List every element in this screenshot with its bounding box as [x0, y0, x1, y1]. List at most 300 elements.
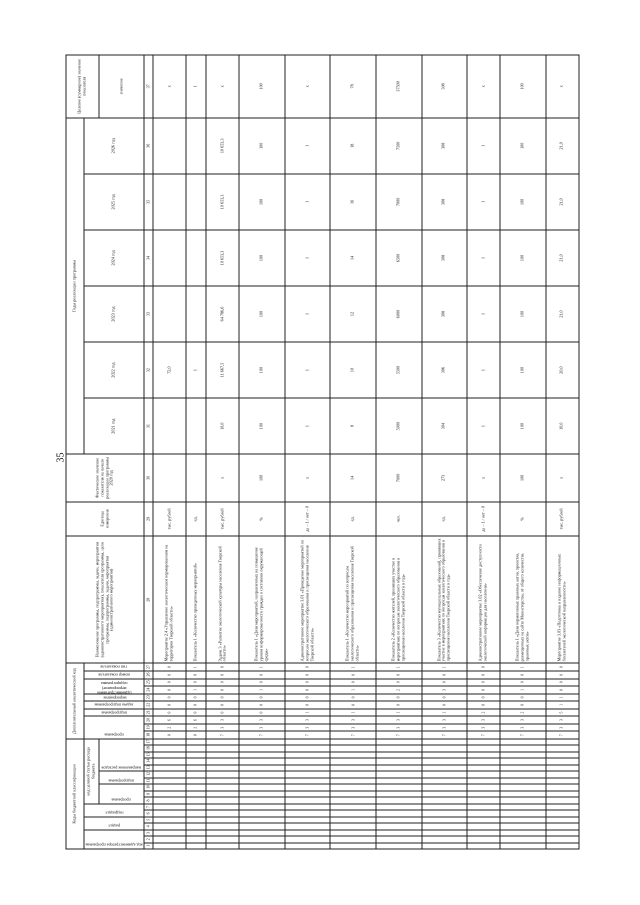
row-name: Задача 3 «Развитие экологической культуры населения Тверской области» [206, 536, 239, 663]
budget-code-cell [500, 746, 546, 752]
additional-code-cell: 6 [153, 716, 186, 724]
ac-subprogram-header: подпрограмма [84, 709, 144, 717]
column-number: 13 [144, 765, 153, 771]
column-number: 15 [144, 752, 153, 758]
column-number: 21 [144, 709, 153, 717]
budget-code-cell [376, 746, 422, 752]
row-year-value: 7500 [376, 118, 422, 174]
target-expense-header: код целевой статьи расхода бюджета [84, 739, 99, 804]
budget-code-cell [422, 758, 468, 764]
budget-code-cell [422, 752, 468, 758]
budget-code-cell [285, 784, 331, 790]
additional-code-cell: 2 [467, 709, 500, 717]
budget-code-cell [206, 823, 239, 829]
additional-code-cell: 0 [153, 671, 186, 679]
additional-code-cell: 1 [239, 686, 285, 694]
target-value-header: значение [99, 55, 144, 118]
row-year-value: 308 [422, 286, 468, 342]
table-row [546, 55, 579, 849]
budget-code-cell [546, 797, 579, 803]
row-name: Показатель 1 «Количество мероприятий по вопросам экологического образования и просвещения населения Тверской области» [330, 536, 376, 663]
additional-code-cell: 0 [330, 701, 376, 709]
budget-code-cell [467, 791, 500, 797]
column-number: 20 [144, 716, 153, 724]
budget-code-cell [467, 804, 500, 810]
row-name: Мероприятие 3.03 «Подготовка и издание информационных бюллетеней экологической направленности» [546, 536, 579, 663]
additional-code-cell: 0 [285, 663, 331, 671]
budget-code-cell [330, 836, 376, 842]
row-year-value: 16 [330, 174, 376, 230]
budget-code-cell [376, 843, 422, 849]
budget-code-cell [206, 836, 239, 842]
additional-code-cell: 1 [422, 663, 468, 671]
column-number: 31 [144, 398, 153, 454]
additional-code-cell: 7 [500, 731, 546, 739]
row-target-value: x [546, 55, 579, 118]
budget-code-cell [206, 771, 239, 777]
column-number: 36 [144, 118, 153, 174]
row-year-value: 100 [500, 286, 546, 342]
additional-code-cell: 0 [467, 671, 500, 679]
budget-code-cell [467, 746, 500, 752]
row-name: Показатель 2 «Количество жителей, принявших участие в мероприятиях по вопросам экологического образования и просвещения населения Тверской области в год» [376, 536, 422, 663]
base-year-header: Фактическое значение показателя на начало реализации программы 2020 год [66, 454, 144, 501]
budget-code-cell [330, 817, 376, 823]
column-number: 12 [144, 771, 153, 777]
subsection-header: подраздел [84, 804, 144, 817]
budget-code-cell [285, 765, 331, 771]
budget-code-cell [206, 830, 239, 836]
additional-code-cell: 3 [239, 716, 285, 724]
additional-code-cell: 3 [285, 716, 331, 724]
row-name: Показатель 3 «Количество муниципальных образований, принявших участие в мероприятиях по вопросам экологического образования и просвещения населения Тверской области в год» [422, 536, 468, 663]
row-year-value: 306 [422, 342, 468, 398]
budget-code-cell [422, 778, 468, 784]
budget-code-cell [467, 817, 500, 823]
budget-code-cell [422, 830, 468, 836]
additional-code-cell: 1 [500, 663, 546, 671]
additional-code-cell: 0 [186, 671, 206, 679]
column-number: 33 [144, 286, 153, 342]
budget-code-cell [153, 739, 186, 746]
row-year-value: 1 [285, 118, 331, 174]
budget-code-cell [546, 752, 579, 758]
budget-code-cell [500, 817, 546, 823]
budget-code-cell [153, 746, 186, 752]
additional-code-cell: 0 [546, 686, 579, 694]
budget-code-cell [285, 810, 331, 816]
budget-code-cell [500, 771, 546, 777]
row-year-value: 12 [330, 286, 376, 342]
row-unit: ед. [330, 502, 376, 537]
budget-code-cell [546, 823, 579, 829]
budget-code-cell [285, 746, 331, 752]
budget-code-cell [500, 784, 546, 790]
additional-code-cell: 7 [376, 731, 422, 739]
budget-code-cell [153, 804, 186, 810]
row-year-value: 11 667,5 [206, 342, 239, 398]
budget-code-cell [500, 752, 546, 758]
row-name: Показатель 1 «Доля мероприятий, направленных на повышение уровня информированности граждан о состоянии окружающей среды» [239, 536, 285, 663]
table-row [206, 55, 239, 849]
budget-code-cell [546, 739, 579, 746]
row-base-value: 7000 [376, 454, 422, 501]
budget-code-cell [239, 752, 285, 758]
budget-code-cell [285, 752, 331, 758]
budget-code-cell [239, 804, 285, 810]
budget-code-cell [422, 739, 468, 746]
budget-code-cell [500, 791, 546, 797]
budget-code-cell [330, 752, 376, 758]
budget-code-cell [206, 817, 239, 823]
row-year-value: 5000 [376, 398, 422, 454]
row-year-value: 100 [500, 342, 546, 398]
row-target-value: 78 [330, 55, 376, 118]
additional-code-cell: 0 [186, 701, 206, 709]
additional-code-cell: 0 [239, 679, 285, 687]
budget-code-cell [422, 784, 468, 790]
row-year-value: 1 [467, 286, 500, 342]
budget-code-cell [186, 758, 206, 764]
budget-code-cell [546, 746, 579, 752]
budget-code-cell [186, 804, 206, 810]
row-year-value: 20,0 [546, 342, 579, 398]
additional-code-cell: 0 [239, 709, 285, 717]
ac-indicator-header: номер показателя [84, 671, 144, 679]
additional-code-cell: 0 [186, 731, 206, 739]
budget-code-cell [153, 771, 186, 777]
row-base-value: 100 [239, 454, 285, 501]
year-2025-header: 2025 год [84, 174, 144, 230]
row-name: Административное мероприятие 3.01 «Проведение мероприятий по вопросам экологического образования и просвещения населения Тверской области» [285, 536, 331, 663]
budget-code-cell [206, 746, 239, 752]
row-unit: тыс. рублей [206, 502, 239, 537]
budget-code-cell [330, 843, 376, 849]
row-unit: тыс. рублей [546, 502, 579, 537]
row-year-value: 1 [467, 118, 500, 174]
budget-code-cell [186, 778, 206, 784]
budget-code-cell [153, 784, 186, 790]
budget-code-cell [546, 765, 579, 771]
additional-code-cell: 0 [422, 701, 468, 709]
row-year-value: 100 [239, 174, 285, 230]
additional-code-cell: 1 [546, 694, 579, 702]
row-year-value: 64 786,6 [206, 286, 239, 342]
budget-code-cell [500, 836, 546, 842]
row-year-value [186, 230, 206, 286]
row-year-value: 1 [467, 174, 500, 230]
budget-code-cell [330, 804, 376, 810]
row-year-value: 10 653,3 [206, 174, 239, 230]
table-row [376, 55, 422, 849]
additional-code-cell: 3 [330, 724, 376, 732]
additional-code-cell: 1 [376, 709, 422, 717]
budget-code-cell [376, 758, 422, 764]
additional-code-cell: 0 [376, 679, 422, 687]
budget-code-cell [467, 843, 500, 849]
row-year-value: 304 [422, 398, 468, 454]
ac-program-header: программа [84, 716, 144, 739]
column-number: 25 [144, 679, 153, 687]
budget-code-cell [153, 752, 186, 758]
column-number: 19 [144, 724, 153, 732]
budget-code-cell [500, 739, 546, 746]
row-year-value: 21,0 [546, 118, 579, 174]
column-number: 23 [144, 694, 153, 702]
row-base-value: 14 [330, 454, 376, 501]
row-name: Показатель 1 «Количество проведенных мероприятий» [186, 536, 206, 663]
budget-code-cell [376, 739, 422, 746]
row-year-value [186, 174, 206, 230]
additional-code-cell: 7 [467, 731, 500, 739]
table-row [153, 55, 186, 849]
additional-code-cell: 7 [422, 731, 468, 739]
budget-code-cell [186, 823, 206, 829]
budget-code-cell [467, 765, 500, 771]
budget-code-cell [500, 830, 546, 836]
row-year-value [153, 118, 186, 174]
row-year-value: 1 [285, 230, 331, 286]
row-target-value: x [206, 55, 239, 118]
budget-code-cell [206, 804, 239, 810]
budget-code-cell [330, 739, 376, 746]
table-row [285, 55, 331, 849]
budget-code-cell [186, 797, 206, 803]
budget-code-cell [376, 804, 422, 810]
additional-code-cell: 0 [285, 694, 331, 702]
additional-code-cell: 3 [500, 724, 546, 732]
row-year-value: 10 [330, 342, 376, 398]
budget-code-cell [376, 778, 422, 784]
additional-code-cell: 0 [153, 709, 186, 717]
additional-code-cell: 3 [422, 724, 468, 732]
budget-code-cell [546, 836, 579, 842]
additional-code-cell: 3 [239, 724, 285, 732]
budget-code-cell [422, 791, 468, 797]
additional-code-cell: 0 [376, 671, 422, 679]
row-base-value: x [467, 454, 500, 501]
budget-code-cell [376, 817, 422, 823]
column-number: 18 [144, 731, 153, 739]
additional-code-cell: 0 [239, 694, 285, 702]
additional-code-cell: 0 [285, 701, 331, 709]
budget-code-cell [467, 771, 500, 777]
additional-code-cell: 3 [376, 716, 422, 724]
row-unit: ед. [422, 502, 468, 537]
column-number: 28 [144, 536, 153, 663]
additional-code-cell: 3 [546, 716, 579, 724]
budget-code-cell [186, 791, 206, 797]
column-number: 30 [144, 454, 153, 501]
row-year-value: 1 [285, 342, 331, 398]
budget-code-cell [206, 810, 239, 816]
additional-code-cell: 0 [500, 694, 546, 702]
subprogram-header: подпрограмма [99, 771, 144, 784]
column-number: 35 [144, 174, 153, 230]
additional-code-cell: 0 [239, 701, 285, 709]
additional-code-cell: 3 [422, 686, 468, 694]
row-base-value: x [546, 454, 579, 501]
row-base-value [186, 454, 206, 501]
year-2023-header: 2023 год [84, 286, 144, 342]
budget-code-cell [153, 817, 186, 823]
additional-code-cell: 0 [186, 709, 206, 717]
column-number: 5 [144, 817, 153, 823]
budget-code-cell [376, 830, 422, 836]
budget-code-cell [376, 810, 422, 816]
additional-code-cell: 0 [153, 679, 186, 687]
additional-code-cell: 2 [500, 709, 546, 717]
table-row [330, 55, 376, 849]
row-target-value: x [153, 55, 186, 118]
row-target-value: x [285, 55, 331, 118]
budget-code-cell [546, 771, 579, 777]
additional-code-cell: 0 [500, 671, 546, 679]
additional-code-cell: 0 [467, 694, 500, 702]
row-year-value: 18 [330, 118, 376, 174]
budget-code-cell [330, 778, 376, 784]
row-year-value: 5500 [376, 342, 422, 398]
budget-code-cell [206, 797, 239, 803]
budget-code-cell [285, 797, 331, 803]
budget-code-cell [285, 830, 331, 836]
additional-code-cell: 0 [546, 679, 579, 687]
budget-code-cell [186, 771, 206, 777]
additional-code-cell: 0 [546, 663, 579, 671]
row-unit: да – 1 / нет – 0 [285, 502, 331, 537]
budget-code-cell [467, 830, 500, 836]
budget-code-cell [546, 843, 579, 849]
column-number: 37 [144, 55, 153, 118]
section-header: раздел [84, 817, 144, 830]
additional-code-cell: 3 [330, 716, 376, 724]
budget-code-cell [422, 836, 468, 842]
additional-code-cell: 0 [285, 686, 331, 694]
row-year-value: 100 [239, 230, 285, 286]
budget-code-cell [330, 791, 376, 797]
additional-code-cell: 0 [422, 679, 468, 687]
row-year-value: 100 [239, 286, 285, 342]
budget-code-cell [467, 797, 500, 803]
column-number: 9 [144, 791, 153, 797]
column-number: 3 [144, 830, 153, 836]
budget-code-cell [500, 810, 546, 816]
additional-code-cell: 0 [206, 694, 239, 702]
column-number: 10 [144, 784, 153, 790]
budget-code-cell [239, 765, 285, 771]
row-year-value: 100 [239, 342, 285, 398]
row-year-value: 21,0 [546, 230, 579, 286]
additional-code-cell: 7 [285, 731, 331, 739]
column-number: 6 [144, 810, 153, 816]
row-year-value: 6500 [376, 230, 422, 286]
year-2024-header: 2024 год [84, 230, 144, 286]
row-year-value: 100 [239, 398, 285, 454]
row-unit: % [239, 502, 285, 537]
additional-code-cell: 2 [153, 724, 186, 732]
additional-code-cell: 3 [467, 716, 500, 724]
additional-code-cell: 0 [206, 671, 239, 679]
additional-code-cell: 0 [330, 694, 376, 702]
row-year-value: 308 [422, 230, 468, 286]
additional-code-cell: 3 [546, 724, 579, 732]
budget-code-cell [239, 843, 285, 849]
additional-code-cell: 7 [546, 731, 579, 739]
year-2021-header: 2021 год [84, 398, 144, 454]
budget-code-cell [330, 746, 376, 752]
row-target-value: 100 [239, 55, 285, 118]
budget-code-cell [239, 771, 285, 777]
budget-code-cell [422, 817, 468, 823]
budget-code-cell [186, 739, 206, 746]
additional-code-cell: 7 [239, 731, 285, 739]
budget-code-cell [500, 804, 546, 810]
budget-code-cell [546, 758, 579, 764]
budget-code-cell [239, 791, 285, 797]
additional-code-cell: 3 [206, 724, 239, 732]
column-number: 17 [144, 739, 153, 746]
budget-code-cell [546, 810, 579, 816]
row-base-value: 100 [500, 454, 546, 501]
budget-code-cell [500, 843, 546, 849]
additional-code-cell: 0 [500, 701, 546, 709]
column-number: 22 [144, 701, 153, 709]
additional-code-cell: 1 [330, 709, 376, 717]
budget-code-cell [422, 823, 468, 829]
budget-code-cell [206, 784, 239, 790]
ac-indicator-type-header: тип показателя [84, 663, 144, 671]
additional-code-cell: 0 [330, 679, 376, 687]
table-body [153, 55, 579, 849]
additional-code-cell: 7 [206, 731, 239, 739]
row-year-value: 10,0 [546, 398, 579, 454]
additional-code-cell: 2 [186, 724, 206, 732]
budget-code-cell [546, 791, 579, 797]
additional-code-cell: 0 [186, 679, 206, 687]
row-year-value: 1 [285, 286, 331, 342]
column-number: 34 [144, 230, 153, 286]
budget-code-cell [376, 797, 422, 803]
budget-code-cell [467, 784, 500, 790]
budget-code-cell [422, 810, 468, 816]
budget-code-cell [153, 823, 186, 829]
row-base-value [153, 454, 186, 501]
budget-code-cell [186, 752, 206, 758]
additional-code-cell: 0 [500, 679, 546, 687]
budget-code-cell [422, 804, 468, 810]
budget-code-cell [422, 765, 468, 771]
budget-code-cell [239, 778, 285, 784]
budget-code-cell [186, 746, 206, 752]
row-unit: тыс. рублей [153, 502, 186, 537]
additional-code-cell: 0 [153, 694, 186, 702]
row-base-value: x [285, 454, 331, 501]
row-target-value: 37500 [376, 55, 422, 118]
additional-code-cell: 0 [285, 671, 331, 679]
budget-code-cell [500, 778, 546, 784]
budget-code-cell [206, 752, 239, 758]
row-year-value: 100 [239, 118, 285, 174]
table-row [467, 55, 500, 849]
column-number: 26 [144, 671, 153, 679]
additional-code-cell: 0 [376, 694, 422, 702]
additional-code-cell: 1 [376, 663, 422, 671]
budget-code-cell [239, 830, 285, 836]
table-row [422, 55, 468, 849]
row-year-value: 1 [186, 342, 206, 398]
additional-code-cell: 3 [422, 716, 468, 724]
additional-code-cell: 3 [500, 716, 546, 724]
